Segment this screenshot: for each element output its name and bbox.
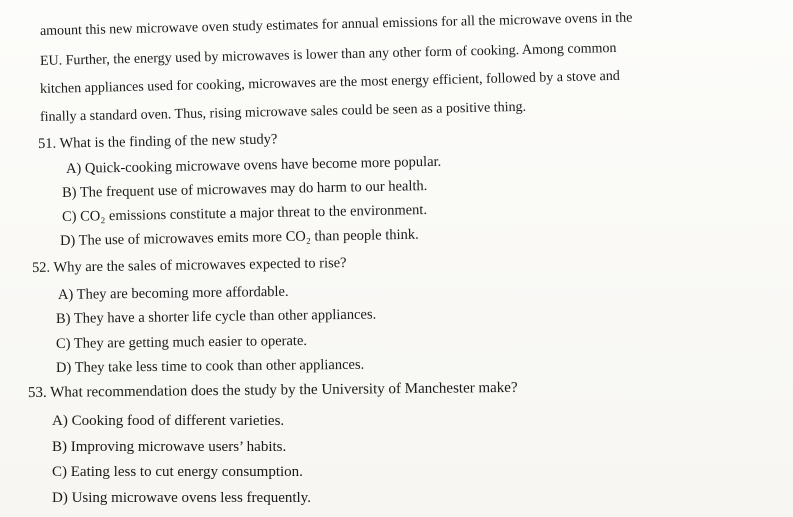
option-text: The frequent use of microwaves may do harm to our health. xyxy=(79,177,428,201)
question-number: 51. xyxy=(37,135,57,152)
option-text: They are becoming more affordable. xyxy=(76,283,289,303)
option-letter: A) xyxy=(65,160,82,177)
option-letter: C) xyxy=(61,208,77,225)
question-number: 53. xyxy=(27,384,47,401)
option-letter: A) xyxy=(57,286,74,303)
option-53-a xyxy=(52,412,284,430)
option-51-c xyxy=(62,201,427,226)
option-letter: B) xyxy=(61,184,77,201)
question-text: What recommendation does the study by the University of Manchester make? xyxy=(50,379,518,401)
option-51-b xyxy=(62,177,428,202)
option-53-b xyxy=(52,438,286,456)
option-text: Improving microwave users’ habits. xyxy=(70,439,287,455)
passage-line: finally a standard oven. Thus, rising microwave sales could be seen as a positive thing. xyxy=(39,99,527,125)
option-53-d xyxy=(52,489,311,507)
question-number: 52. xyxy=(31,259,51,276)
option-53-c xyxy=(52,463,303,481)
option-letter: B) xyxy=(55,310,71,327)
option-text: They take less time to cook than other appliances. xyxy=(74,356,365,376)
option-text: The use of microwaves emits more CO₂ than people think. xyxy=(78,226,419,249)
option-text: Using microwave ovens less frequently. xyxy=(71,490,311,506)
question-text: What is the finding of the new study? xyxy=(59,131,278,152)
passage-line: EU. Further, the energy used by microwaves is lower than any other form of cooking. Among common xyxy=(39,40,617,69)
option-letter: D) xyxy=(55,359,72,376)
option-52-a xyxy=(58,283,289,304)
question-53 xyxy=(28,379,518,402)
option-52-c xyxy=(56,332,307,353)
option-text: They are getting much easier to operate. xyxy=(73,332,308,352)
option-text: They have a shorter life cycle than other appliances. xyxy=(73,306,377,327)
question-52 xyxy=(32,254,347,277)
passage-line: amount this new microwave oven study estimates for annual emissions for all the microwave ovens in the xyxy=(39,10,633,39)
option-text: Cooking food of different varieties. xyxy=(71,413,285,429)
option-text: Eating less to cut energy consumption. xyxy=(70,464,303,480)
option-51-a xyxy=(66,153,442,178)
question-text: Why are the sales of microwaves expected to rise? xyxy=(53,255,347,276)
option-letter: C) xyxy=(55,335,71,352)
option-51-d xyxy=(60,226,419,250)
option-52-b xyxy=(56,306,376,328)
option-letter: D) xyxy=(52,490,68,506)
option-52-d xyxy=(56,356,364,377)
option-letter: B) xyxy=(52,439,67,455)
option-letter: A) xyxy=(52,413,68,429)
question-51 xyxy=(38,130,278,153)
option-text: CO₂ emissions constitute a major threat to the environment. xyxy=(79,201,428,225)
option-letter: D) xyxy=(59,232,76,249)
passage-line: kitchen appliances used for cooking, microwaves are the most energy efficient, followed by a stove and xyxy=(39,68,620,97)
option-text: Quick-cooking microwave ovens have become more popular. xyxy=(84,153,442,177)
option-letter: C) xyxy=(52,464,67,480)
